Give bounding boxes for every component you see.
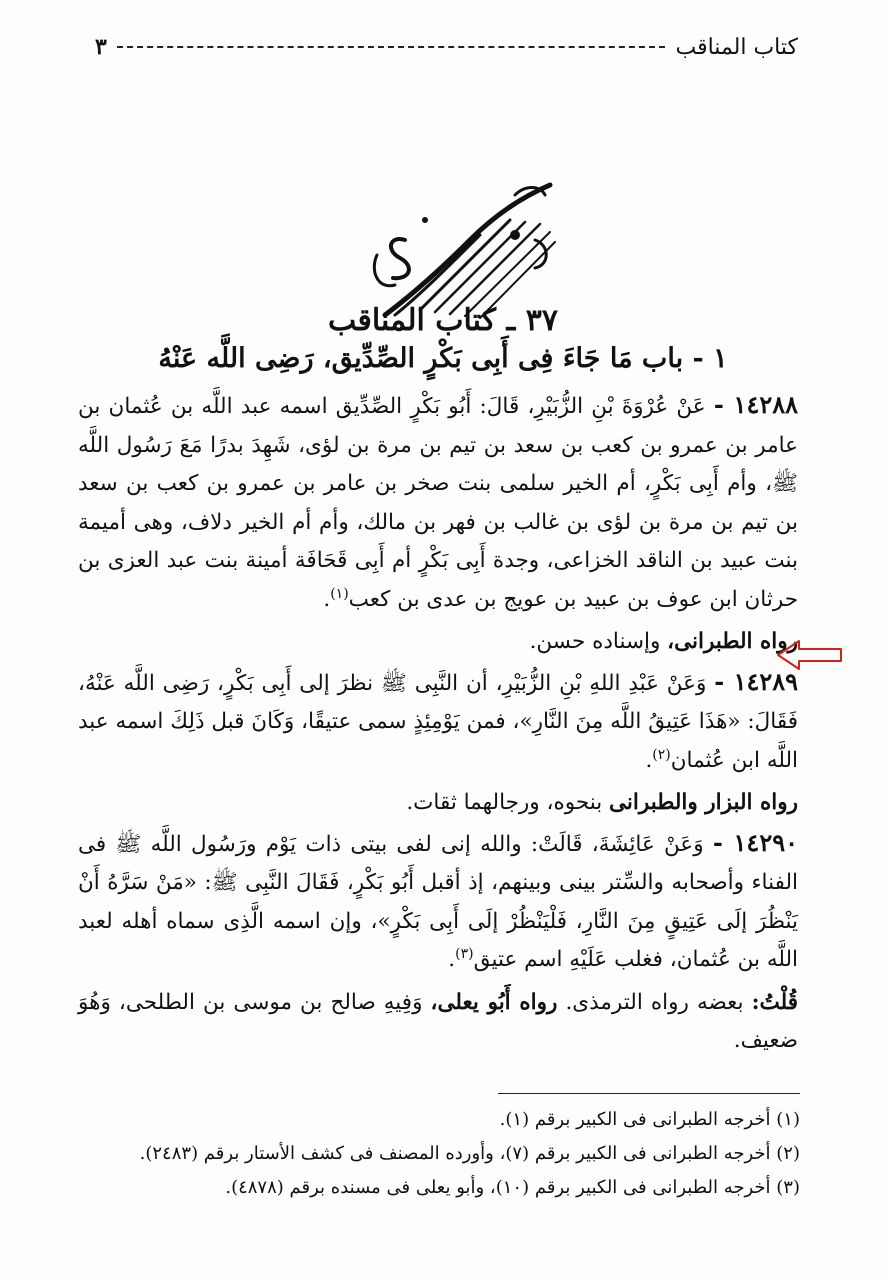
hadith-end: . bbox=[323, 586, 331, 612]
footnotes bbox=[78, 1103, 800, 1205]
footnote-2: (٢) أخرجه الطبرانى فى الكبير برقم (٧)، وأورده المصنف فى كشف الأستار برقم (٢٤٨٣). bbox=[139, 1143, 800, 1164]
footnote-ref: (٣) bbox=[455, 945, 474, 962]
author-note bbox=[78, 984, 798, 1061]
header-dash-line bbox=[117, 46, 666, 48]
hadith-end: . bbox=[448, 947, 456, 972]
hadith-14288 bbox=[78, 386, 798, 619]
footnote-1: (١) أخرجه الطبرانى فى الكبير برقم (١). bbox=[499, 1109, 800, 1130]
attribution-source: رواه البزار والطبرانى bbox=[609, 790, 798, 815]
header-title: كتاب المناقب bbox=[675, 34, 798, 60]
hadith-14290 bbox=[78, 824, 798, 980]
footnote-3: (٣) أخرجه الطبرانى فى الكبير برقم (١٠)، وأبو يعلى فى مسنده برقم (٤٨٧٨). bbox=[225, 1177, 800, 1198]
attribution-grade: بنحوه، ورجالهما ثقات. bbox=[406, 790, 610, 815]
attribution-14288 bbox=[78, 623, 798, 662]
hadith-text: وَعَنْ عَبْدِ اللهِ بْنِ الزُّبَيْرِ، أن النَّبِى ﷺ نظرَ إلى أَبِى بَكْرٍ، رَضِى اللَّه عَنْهُ، فَقَالَ: «هَذَا عَتِيقُ اللَّه مِنَ النَّارِ»، فمن يَوْمِئِذٍ سمى عتيقًا، وَكَانَ قبل ذَلِكَ اسمه عبد اللَّه ابن عُثمان bbox=[78, 670, 798, 773]
page-number: ٣ bbox=[95, 34, 107, 60]
hadith-number: ١٤٢٨٨ - bbox=[713, 390, 798, 419]
chapter-title: ١ - باب مَا جَاءَ فِى أَبِى بَكْرٍ الصِّدِّيق، رَضِى اللَّه عَنْهُ bbox=[158, 343, 728, 374]
note-label: قُلْتُ: bbox=[751, 989, 799, 1015]
hadith-number: ١٤٢٩٠ - bbox=[712, 827, 798, 857]
note-source: رواه أَبُو يعلى، bbox=[430, 989, 558, 1015]
hadith-number: ١٤٢٨٩ - bbox=[714, 666, 799, 696]
footnote-divider bbox=[498, 1093, 800, 1094]
attribution-grade: وإسناده حسن. bbox=[529, 629, 668, 654]
basmala-calligraphy bbox=[365, 180, 565, 320]
main-text bbox=[78, 386, 798, 1061]
note-text: بعضه رواه الترمذى. bbox=[557, 989, 752, 1015]
attribution-14289 bbox=[78, 784, 798, 823]
hadith-end: . bbox=[645, 747, 653, 773]
footnote-ref: (١) bbox=[330, 585, 349, 602]
footnote-ref: (٢) bbox=[652, 746, 671, 763]
hadith-text: عَنْ عُرْوَةَ بْنِ الزُّبَيْرِ، قَالَ: أَبُو بَكْرٍ الصِّدِّيق اسمه عبد اللَّه بن عُثمان بن عامر بن عمرو بن كعب بن سعد بن تيم بن مرة بن لؤى، شَهِدَ بدرًا مَعَ رَسُول اللَّه ﷺ، وأم أَبِى بَكْرٍ، أم الخير سلمى بنت صخر بن عامر بن عمرو بن كعب بن سعد بن تيم بن مرة بن لؤى بن غالب بن فهر بن مالك، وأم أم الخير دلاف، وهى أميمة بنت عبيد بن الناقد الخزاعى، وجدة أَبِى بَكْرٍ أم أَبِى قَحَافَة أمينة بنت عبد العزى بن حرثان ابن عوف بن عبيد بن عويج بن عدى بن كعب bbox=[78, 394, 798, 612]
left-arrow-icon bbox=[775, 638, 845, 672]
running-header bbox=[95, 30, 798, 64]
attribution-source: رواه الطبرانى، bbox=[667, 629, 798, 654]
book-title: ٣٧ ـ كتاب المناقب bbox=[328, 303, 558, 338]
note-grade: وَفِيهِ صالح بن موسى بن الطلحى، وَهُوَ ضعيف. bbox=[78, 989, 798, 1053]
hadith-14289 bbox=[78, 663, 798, 781]
hadith-text: وَعَنْ عَائِشَةَ، قَالَتْ: والله إنى لفى بيتى ذات يَوْم ورَسُول اللَّه ﷺ فى الفناء وأصحابه والسِّتر بينى وبينهم، إذ أقبل أَبُو بَكْرٍ، فَقَالَ النَّبِى ﷺ: «مَنْ سَرَّهُ أَنْ يَنْظُرَ إلَى عَتِيقٍ مِنَ النَّارِ، فَلْيَنْظُرْ إلَى أَبِى بَكْرٍ»، وإن اسمه الَّذِى سماه أهله لعبد اللَّه بن عُثمان، فغلب عَلَيْهِ اسم عتيق bbox=[78, 831, 798, 972]
